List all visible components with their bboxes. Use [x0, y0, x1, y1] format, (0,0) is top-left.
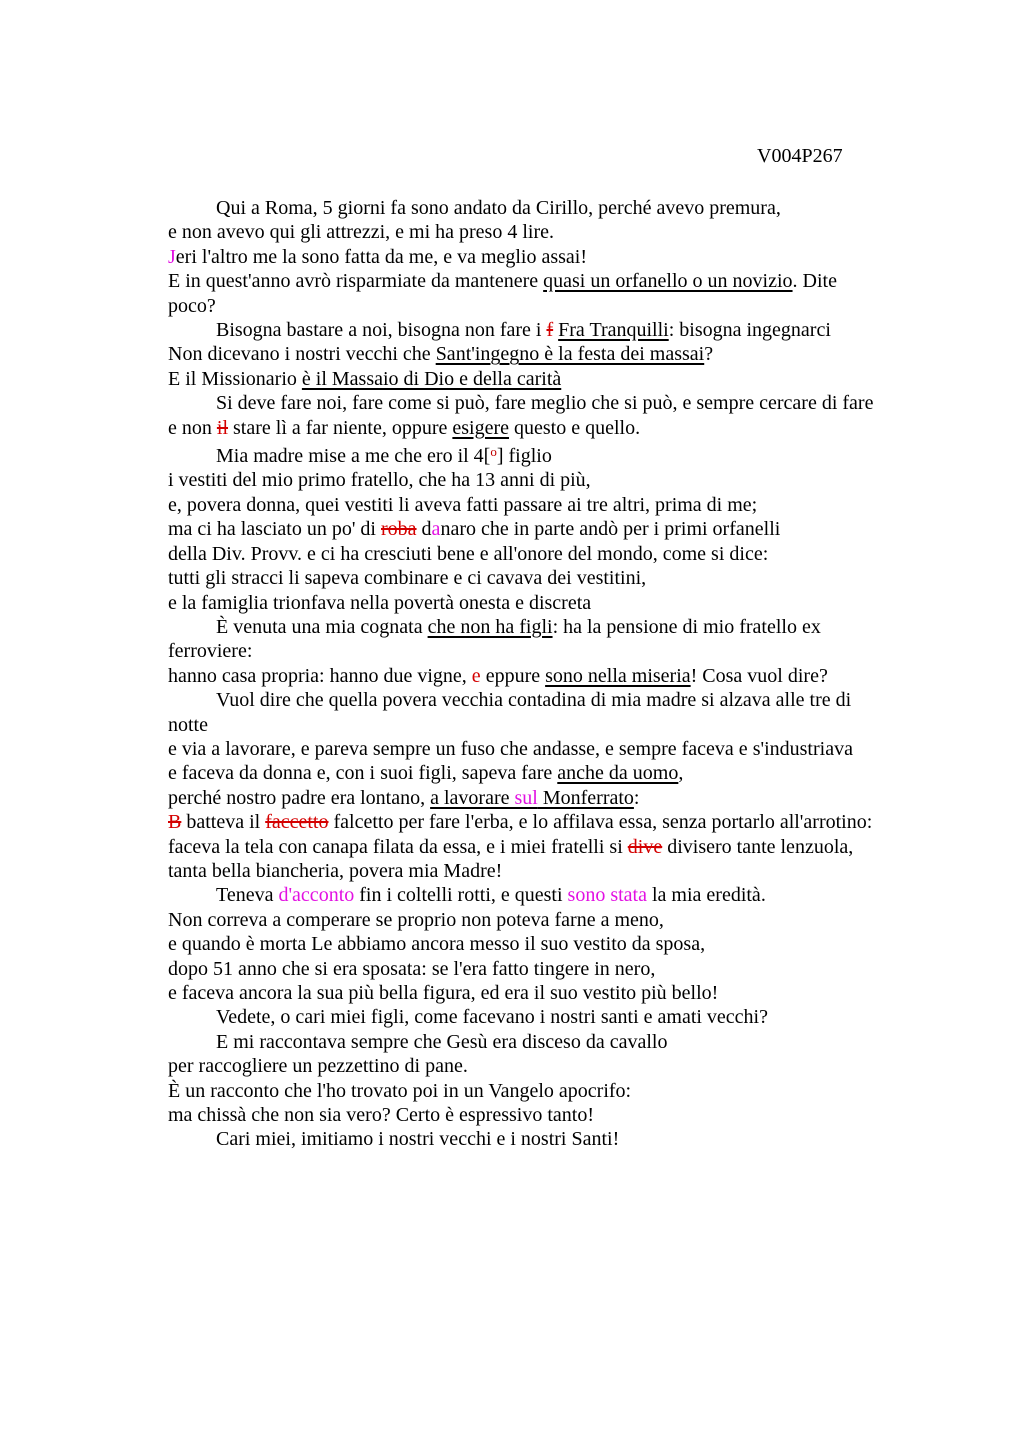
text-segment: e non [168, 416, 217, 439]
text-line [168, 468, 1018, 492]
text-line [168, 294, 1018, 318]
text-line [168, 391, 1018, 415]
text-segment: eppure [480, 664, 546, 687]
text-line [168, 1054, 1018, 1078]
text-segment: E mi raccontava sempre che Gesù era disceso da cavallo [216, 1030, 668, 1053]
text-line [168, 835, 1018, 859]
struck-word: B [168, 811, 182, 834]
text-segment: Teneva [216, 884, 279, 907]
text-segment: faceva la tela con canapa filata da essa, e i miei fratelli si [168, 835, 628, 858]
text-segment: ferroviere: [168, 640, 253, 663]
superscript-ordinal: o [490, 444, 497, 460]
text-line [168, 220, 1018, 244]
text-segment: , [678, 762, 684, 785]
text-line [168, 932, 1018, 956]
text-line [168, 615, 1018, 639]
text-line [168, 517, 1018, 541]
text-line [168, 639, 1018, 663]
underlined-phrase: anche da uomo [557, 762, 679, 785]
underlined-phrase: esigere [452, 416, 510, 439]
underlined-phrase: quasi un orfanello o un novizio [543, 270, 793, 293]
underlined-phrase: Monferrato [537, 786, 634, 809]
text-segment: e via a lavorare, e pareva sempre un fuso che andasse, e sempre faceva e s'industriava [168, 737, 853, 760]
inserted-text: d'acconto [278, 884, 355, 907]
text-segment: Cari miei, imitiamo i nostri vecchi e i nostri Santi! [216, 1128, 620, 1151]
text-segment: E in quest'anno avrò risparmiate da mantenere [168, 270, 544, 293]
text-segment: d [416, 518, 432, 541]
text-segment: e faceva da donna e, con i suoi figli, sapeva fare [168, 762, 558, 785]
text-segment: Non dicevano i nostri vecchi che [168, 343, 436, 366]
underlined-phrase: è il Massaio di Dio e della carità [301, 367, 562, 390]
text-segment: tutti gli stracci li sapeva combinare e ci cavava dei vestitini, [168, 567, 647, 590]
text-segment: ? [704, 343, 714, 366]
text-line [168, 245, 1018, 269]
text-segment: per raccogliere un pezzettino di pane. [168, 1055, 468, 1078]
text-block [168, 196, 1018, 1152]
text-line [168, 883, 1018, 907]
text-segment: ma ci ha lasciato un po' di [168, 518, 381, 541]
text-line [168, 786, 1018, 810]
text-segment: tanta bella biancheria, povera mia Madre! [168, 859, 503, 882]
text-line [168, 1103, 1018, 1127]
text-line [168, 1030, 1018, 1054]
underlined-phrase: che non ha figli [427, 615, 553, 638]
text-line [168, 664, 1018, 688]
inserted-text: J [168, 245, 176, 268]
struck-word: il [216, 416, 229, 439]
text-line [168, 542, 1018, 566]
text-line [168, 737, 1018, 761]
text-segment: eri l'altro me la sono fatta da me, e va meglio assai! [175, 245, 588, 268]
text-segment: della Div. Provv. e ci ha cresciuti bene e all'onore del mondo, come si dice: [168, 542, 769, 565]
text-line [168, 566, 1018, 590]
text-segment: la mia eredità. [646, 884, 766, 907]
text-line [168, 908, 1018, 932]
text-segment: : ha la pensione di mio fratello ex [552, 615, 821, 638]
text-line [168, 493, 1018, 517]
text-segment: e quando è morta Le abbiamo ancora messo il suo vestito da sposa, [168, 933, 706, 956]
text-line [168, 318, 1018, 342]
text-segment: Vuol dire che quella povera vecchia contadina di mia madre si alzava alle tre di [216, 689, 852, 712]
text-segment: e non avevo qui gli attrezzi, e mi ha preso 4 lire. [168, 221, 554, 244]
text-line [168, 1127, 1018, 1151]
text-segment: È un racconto che l'ho trovato poi in un Vangelo apocrifo: [168, 1079, 632, 1102]
text-line [168, 981, 1018, 1005]
text-segment: e la famiglia trionfava nella povertà onesta e discreta [168, 591, 592, 614]
text-line [168, 269, 1018, 293]
text-line [168, 196, 1018, 220]
text-segment: poco? [168, 294, 216, 317]
underlined-phrase: Sant'ingegno è la festa dei massai [435, 343, 705, 366]
struck-word: f [546, 319, 554, 342]
text-line [168, 859, 1018, 883]
inserted-text-underlined: sul [514, 786, 538, 809]
text-segment: e, povera donna, quei vestiti li aveva fatti passare ai tre altri, prima di me; [168, 493, 758, 516]
text-segment: stare lì a far niente, oppure [228, 416, 453, 439]
text-segment: Qui a Roma, 5 giorni fa sono andato da Cirillo, perché avevo premura, [216, 197, 781, 219]
text-segment: i vestiti del mio primo fratello, che ha 13 anni di più, [168, 469, 591, 492]
text-segment: hanno casa propria: hanno due vigne, [168, 664, 472, 687]
text-line [168, 1079, 1018, 1103]
text-segment: ] figlio [496, 445, 552, 468]
text-segment: Non correva a comperare se proprio non poteva farne a meno, [168, 908, 664, 931]
page-header-code: V004P267 [757, 145, 843, 167]
inserted-text: sono stata [567, 884, 647, 907]
text-line [168, 416, 1018, 440]
struck-word: faccetto [265, 811, 329, 834]
text-segment: : [633, 786, 640, 809]
text-segment: e faceva ancora la sua più bella figura, ed era il suo vestito più bello! [168, 982, 719, 1004]
text-line [168, 688, 1018, 712]
text-segment: È venuta una mia cognata [216, 615, 428, 638]
deleted-letter: e [471, 664, 481, 687]
text-line [168, 761, 1018, 785]
text-line [168, 342, 1018, 366]
text-line [168, 367, 1018, 391]
inserted-text: a [431, 518, 441, 541]
text-segment: fin i coltelli rotti, e questi [354, 884, 568, 907]
text-segment: Bisogna bastare a noi, bisogna non fare i [216, 319, 547, 342]
text-segment: E il Missionario [168, 367, 302, 390]
text-segment: perché nostro padre era lontano, [168, 786, 431, 809]
underlined-phrase: a lavorare [430, 786, 515, 809]
text-segment: ! Cosa vuol dire? [690, 664, 828, 687]
text-segment: Mia madre mise a me che ero il 4[ [216, 445, 491, 468]
text-line [168, 1005, 1018, 1029]
text-segment: notte [168, 713, 208, 736]
text-segment: questo e quello. [509, 416, 641, 439]
text-segment: : bisogna ingegnarci [668, 319, 831, 342]
text-segment: dopo 51 anno che si era sposata: se l'era fatto tingere in nero, [168, 957, 656, 980]
text-segment: Vedete, o cari miei figli, come facevano i nostri santi e amati vecchi? [216, 1006, 768, 1029]
text-line [168, 713, 1018, 737]
text-segment: Si deve fare noi, fare come si può, fare meglio che si può, e sempre cercare di fare [216, 392, 874, 415]
underlined-phrase: sono nella miseria [545, 664, 691, 687]
text-line [168, 957, 1018, 981]
text-segment: naro che in parte andò per i primi orfanelli [440, 518, 781, 541]
text-line [168, 440, 1018, 468]
text-line [168, 810, 1018, 834]
underlined-phrase: Fra Tranquilli [558, 319, 669, 342]
text-segment: falcetto per fare l'erba, e lo affilava essa, senza portarlo all'arrotino: [328, 811, 873, 834]
text-line [168, 591, 1018, 615]
text-segment: batteva il [181, 811, 266, 834]
struck-word: dive [627, 835, 663, 858]
text-segment: . Dite [792, 270, 837, 293]
text-segment: ma chissà che non sia vero? Certo è espressivo tanto! [168, 1104, 594, 1127]
text-segment: divisero tante lenzuola, [662, 835, 854, 858]
struck-word: roba [381, 518, 417, 541]
